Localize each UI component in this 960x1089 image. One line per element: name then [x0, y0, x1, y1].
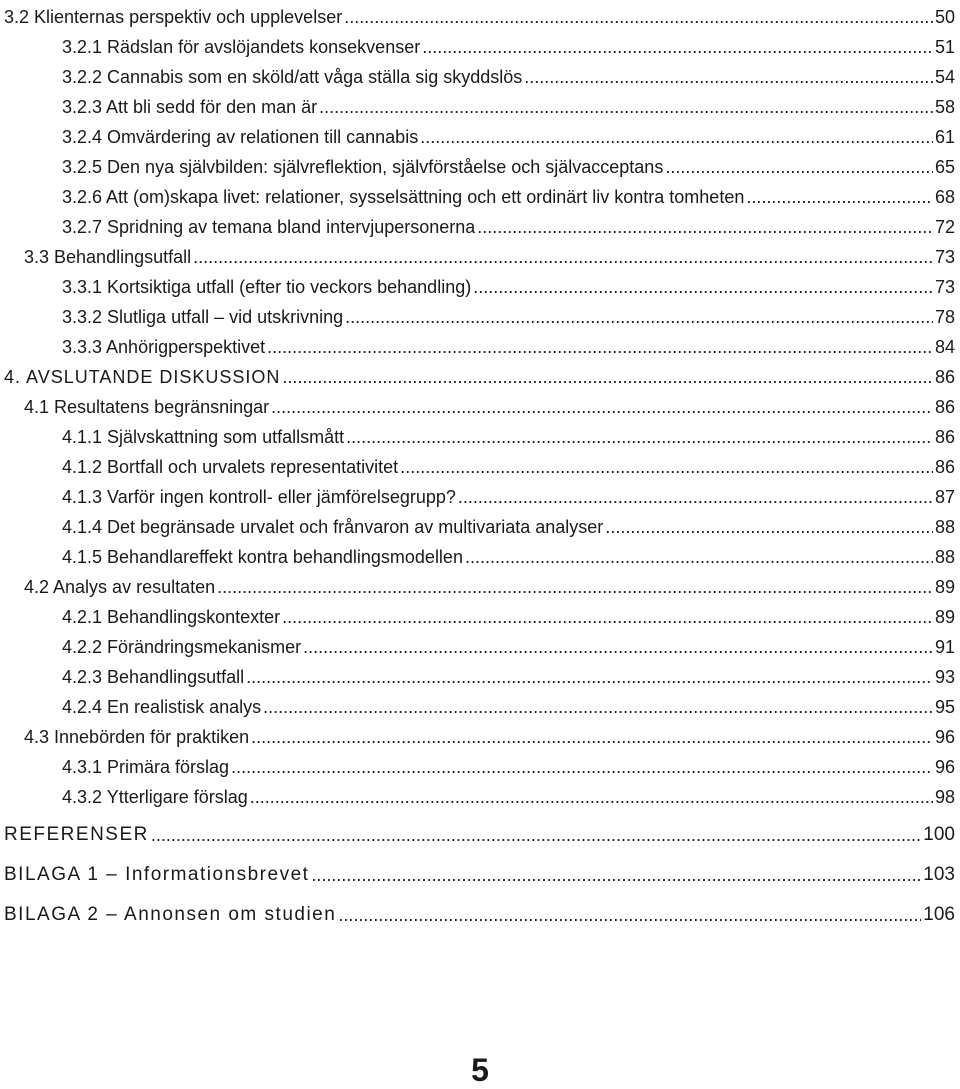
toc-entry[interactable]	[62, 182, 955, 208]
toc-entry[interactable]	[4, 362, 955, 388]
toc-entry-page-number: 89	[934, 577, 955, 597]
toc-entry-page-number: 84	[934, 337, 955, 357]
toc-entry-label: 3.2 Klienternas perspektiv och upplevelser	[4, 7, 343, 27]
dot-leader	[746, 186, 933, 208]
dot-leader	[422, 36, 933, 58]
toc-entry-label: 4.2 Analys av resultaten	[24, 577, 216, 597]
dot-leader	[217, 576, 933, 598]
dot-leader	[231, 756, 933, 778]
toc-entry-label: 4.2.2 Förändringsmekanismer	[62, 637, 302, 657]
dot-leader	[311, 864, 921, 886]
dot-leader	[263, 696, 933, 718]
toc-entry-label: 4.3 Innebörden för praktiken	[24, 727, 250, 747]
toc-entry[interactable]	[62, 152, 955, 178]
dot-leader	[605, 516, 933, 538]
toc-entry[interactable]	[62, 212, 955, 238]
toc-entry-page-number: 87	[934, 487, 955, 507]
toc-entry-page-number: 103	[923, 864, 955, 885]
dot-leader	[465, 546, 933, 568]
dot-leader	[665, 156, 933, 178]
toc-entry[interactable]	[24, 722, 955, 748]
toc-entry-page-number: 86	[934, 457, 955, 477]
toc-entry[interactable]	[24, 242, 955, 268]
toc-entry-label: 3.3.1 Kortsiktiga utfall (efter tio veckors behandling)	[62, 277, 472, 297]
toc-entry-label: 4.3.1 Primära förslag	[62, 757, 230, 777]
toc-entry-label: REFERENSER	[4, 824, 149, 845]
toc-entry[interactable]	[62, 302, 955, 328]
toc-entry-page-number: 73	[934, 277, 955, 297]
toc-entry[interactable]	[4, 2, 955, 28]
toc-entry-label: 4.1.5 Behandlareffekt kontra behandlingsmodellen	[62, 547, 463, 567]
toc-entry[interactable]	[4, 820, 955, 846]
toc-entry[interactable]	[62, 512, 955, 538]
toc-entry[interactable]	[62, 752, 955, 778]
toc-entry[interactable]	[24, 392, 955, 418]
toc-entry-page-number: 96	[934, 757, 955, 777]
dot-leader	[524, 66, 933, 88]
dot-leader	[338, 904, 921, 926]
toc-entry-page-number: 106	[923, 904, 955, 925]
dot-leader	[246, 666, 933, 688]
toc-entry[interactable]	[62, 602, 955, 628]
toc-entry-page-number: 86	[934, 367, 955, 387]
toc-entry-page-number: 95	[934, 697, 955, 717]
dot-leader	[271, 396, 933, 418]
toc-entry-label: 3.3.2 Slutliga utfall – vid utskrivning	[62, 307, 344, 327]
toc-entry[interactable]	[62, 482, 955, 508]
toc-entry[interactable]	[62, 422, 955, 448]
dot-leader	[400, 456, 933, 478]
dot-leader	[251, 726, 933, 748]
page-number: 5	[471, 1052, 489, 1088]
toc-entry-page-number: 73	[934, 247, 955, 267]
toc-entry[interactable]	[62, 662, 955, 688]
toc-entry-label: 3.2.1 Rädslan för avslöjandets konsekvenser	[62, 37, 421, 57]
dot-leader	[282, 366, 933, 388]
toc-entry[interactable]	[62, 542, 955, 568]
toc-entry-label: 3.3.3 Anhörigperspektivet	[62, 337, 266, 357]
toc-entry[interactable]	[62, 92, 955, 118]
toc-entry-page-number: 86	[934, 397, 955, 417]
toc-entry-label: BILAGA 1 – Informationsbrevet	[4, 864, 310, 885]
toc-entry-label: 4.2.1 Behandlingskontexter	[62, 607, 281, 627]
toc-entry-page-number: 100	[923, 824, 955, 845]
dot-leader	[345, 306, 933, 328]
toc-entry[interactable]	[24, 572, 955, 598]
toc-entry-label: 4.2.3 Behandlingsutfall	[62, 667, 245, 687]
toc-entry-page-number: 93	[934, 667, 955, 687]
dot-leader	[458, 486, 933, 508]
toc-entry-page-number: 50	[934, 7, 955, 27]
toc-entry-label: 3.2.2 Cannabis som en sköld/att våga ställa sig skyddslös	[62, 67, 523, 87]
toc-entry-label: 3.3 Behandlingsutfall	[24, 247, 192, 267]
toc-entry-page-number: 98	[934, 787, 955, 807]
toc-entry[interactable]	[62, 272, 955, 298]
dot-leader	[477, 216, 933, 238]
toc-entry[interactable]	[62, 632, 955, 658]
toc-entry-page-number: 89	[934, 607, 955, 627]
toc-entry-page-number: 51	[934, 37, 955, 57]
dot-leader	[267, 336, 933, 358]
toc-entry-label: 3.2.6 Att (om)skapa livet: relationer, sysselsättning och ett ordinärt liv kontra tomheten	[62, 187, 745, 207]
toc-entry[interactable]	[62, 122, 955, 148]
dot-leader	[193, 246, 933, 268]
dot-leader	[346, 426, 933, 448]
toc-entry-label: 4.1.4 Det begränsade urvalet och frånvaron av multivariata analyser	[62, 517, 604, 537]
toc-entry-page-number: 86	[934, 427, 955, 447]
toc-entry[interactable]	[62, 332, 955, 358]
dot-leader	[473, 276, 933, 298]
toc-entry-page-number: 68	[934, 187, 955, 207]
toc-entry[interactable]	[4, 860, 955, 886]
toc-entry-label: 4.1.3 Varför ingen kontroll- eller jämförelsegrupp?	[62, 487, 456, 507]
toc-entry-label: 3.2.4 Omvärdering av relationen till cannabis	[62, 127, 419, 147]
dot-leader	[282, 606, 933, 628]
toc-entry[interactable]	[4, 900, 955, 926]
toc-entry-label: 4.3.2 Ytterligare förslag	[62, 787, 248, 807]
toc-entry-page-number: 61	[934, 127, 955, 147]
toc-entry-label: 3.2.7 Spridning av temana bland intervjupersonerna	[62, 217, 476, 237]
toc-entry-label: 4.1 Resultatens begränsningar	[24, 397, 270, 417]
toc-entry-label: 4.1.1 Självskattning som utfallsmått	[62, 427, 345, 447]
toc-entry-page-number: 88	[934, 547, 955, 567]
dot-leader	[151, 824, 921, 846]
toc-entry-page-number: 78	[934, 307, 955, 327]
toc-entry-page-number: 91	[934, 637, 955, 657]
dot-leader	[420, 126, 933, 148]
toc-entry[interactable]	[62, 452, 955, 478]
toc-entry-page-number: 65	[934, 157, 955, 177]
toc-entry-label: BILAGA 2 – Annonsen om studien	[4, 904, 337, 925]
dot-leader	[344, 6, 933, 28]
toc-entry-page-number: 96	[934, 727, 955, 747]
toc-entry[interactable]	[62, 692, 955, 718]
toc-entry-label: 3.2.3 Att bli sedd för den man är	[62, 97, 318, 117]
toc-entry[interactable]	[62, 782, 955, 808]
toc-entry-label: 4. AVSLUTANDE DISKUSSION	[4, 367, 281, 387]
toc-entry-page-number: 54	[934, 67, 955, 87]
dot-leader	[303, 636, 933, 658]
toc-entry[interactable]	[62, 32, 955, 58]
toc-entry-page-number: 72	[934, 217, 955, 237]
toc-entry-page-number: 88	[934, 517, 955, 537]
toc-entry-label: 3.2.5 Den nya självbilden: självreflektion, självförståelse och självacceptans	[62, 157, 664, 177]
toc-entry-label: 4.2.4 En realistisk analys	[62, 697, 262, 717]
dot-leader	[250, 786, 933, 808]
toc-entry-label: 4.1.2 Bortfall och urvalets representativitet	[62, 457, 399, 477]
toc-entry-page-number: 58	[934, 97, 955, 117]
dot-leader	[319, 96, 933, 118]
toc-entry[interactable]	[62, 62, 955, 88]
